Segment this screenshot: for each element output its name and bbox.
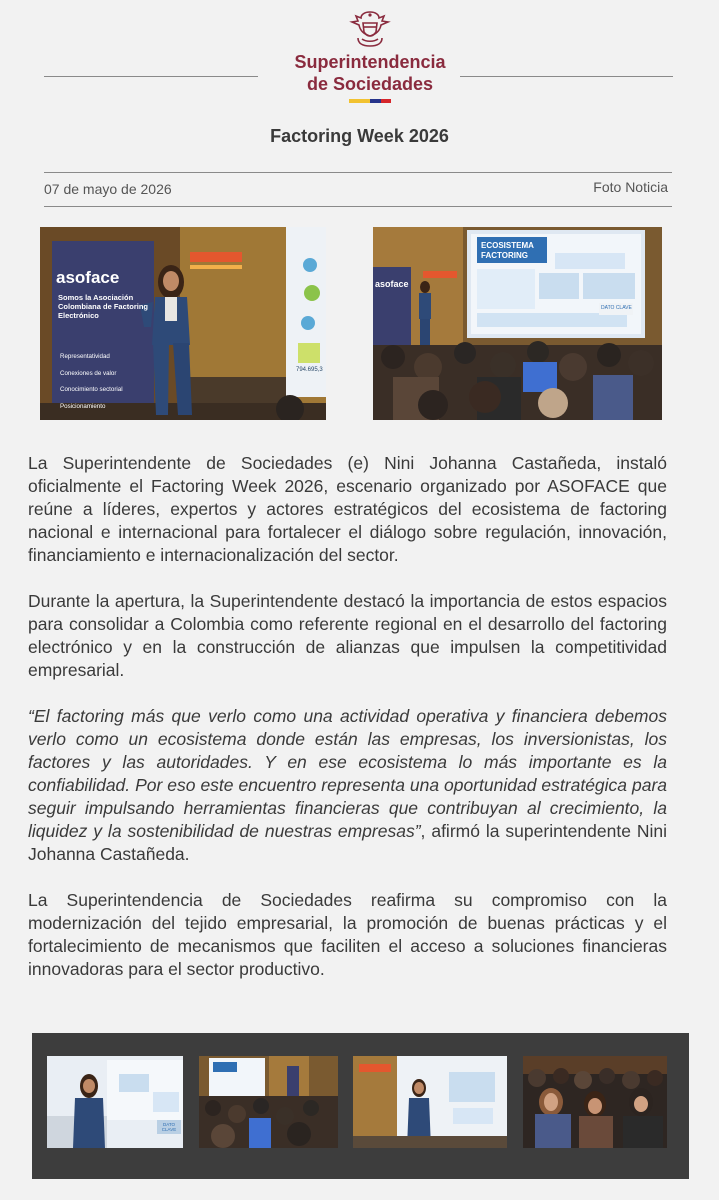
quote-attribution: , afirmó la superintendente Nini Johanna Castañeda.	[28, 821, 667, 864]
banner-brand: asoface	[56, 268, 120, 287]
screen-title-2: FACTORING	[481, 251, 528, 260]
gallery-thumbnail[interactable]	[47, 1056, 183, 1148]
colombia-crest-icon	[348, 8, 392, 50]
site-header	[0, 0, 719, 110]
photo-speaker-asoface-banner[interactable]	[40, 227, 326, 420]
gallery-badge: DATO CLAVE	[161, 1122, 177, 1132]
article-closing: La Superintendencia de Sociedades reafirma su compromiso con la modernización del tejido empresarial, la promoción de buenas prácticas y el fortalecimiento de mecanismos que faciliten el acceso a soluciones financieras innovadoras para el sector productivo.	[28, 890, 667, 979]
gallery-image	[199, 1056, 338, 1148]
header-rule-left	[44, 76, 258, 77]
gallery-image	[47, 1056, 183, 1148]
article-paragraph: Durante la apertura, la Superintendente destacó la importancia de estos espacios para consolidar a Colombia como referente regional en el desarrollo del factoring electrónico y en la construcción de alianzas que impulsen la competitividad empresarial.	[28, 591, 667, 680]
gallery-thumbnail[interactable]	[353, 1056, 507, 1148]
screen-badge: DATO CLAVE	[601, 305, 632, 311]
gallery-image	[353, 1056, 507, 1148]
article-quote-paragraph	[28, 705, 667, 866]
side-banner-number: 794.695,3	[296, 367, 323, 373]
banner-item: Conexiones de valor	[60, 369, 117, 377]
logo-line-1: Superintendencia	[294, 52, 446, 72]
gallery-thumbnail[interactable]	[523, 1056, 667, 1148]
article-date: 07 de mayo de 2026	[44, 181, 172, 197]
gallery-thumbnail[interactable]	[199, 1056, 338, 1148]
banner-item: Representatividad	[60, 353, 110, 360]
banner-item: Conocimiento sectorial	[60, 386, 123, 393]
colombia-flag-strip	[349, 99, 391, 103]
banner-item: Posicionamiento	[60, 402, 106, 410]
article-title: Factoring Week 2026	[270, 126, 449, 146]
photo-gallery	[32, 1033, 689, 1179]
logo-line-2: de Sociedades	[306, 74, 434, 94]
banner-items	[60, 349, 123, 415]
gallery-image	[523, 1056, 667, 1148]
screen-title-1: ECOSISTEMA	[481, 241, 534, 250]
auditorium-banner-brand: asoface	[375, 279, 409, 289]
banner-tagline: Somos la Asociación Colombiana de Factoring Electrónico	[58, 293, 149, 320]
article-body	[28, 452, 667, 1004]
header-rule-right	[460, 76, 673, 77]
article-paragraph: La Superintendente de Sociedades (e) Nini Johanna Castañeda, instaló oficialmente el Factoring Week 2026, escenario organizado por ASOFACE que reúne a líderes, expertos y actores estratégicos del ecosistema de factoring nacional e internacional para fortalecer el diálogo sobre regulación, innovación, financiamiento e internacionalización del sector.	[28, 453, 667, 565]
article-quote: “El factoring más que verlo como una actividad operativa y financiera debemos verlo como un ecosistema donde están las empresas, los inversionistas, los factores y las autoridades. Y en ese ecosistema lo más importante es la confiabilidad. Por eso este encuentro representa una oportunidad estratégica para seguir impulsando herramientas financieras que contribuyan al crecimiento, la liquidez y la sostenibilidad de nuestras empresas”	[28, 706, 667, 841]
article-meta-bar	[44, 172, 672, 207]
article-type: Foto Noticia	[593, 179, 668, 195]
supersociedades-logo[interactable]	[280, 8, 460, 103]
photo-auditorium[interactable]	[373, 227, 662, 420]
